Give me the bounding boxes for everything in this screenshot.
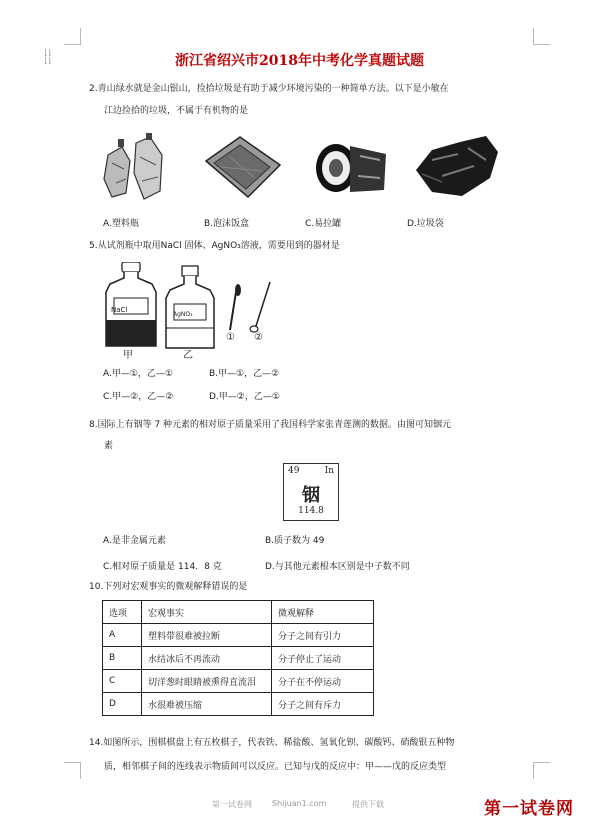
q8-option-a[interactable]: A.是非金属元素 <box>103 536 166 546</box>
table-cell: 塑料带很难被拉断 <box>142 624 272 647</box>
footer-right-text: 提供下载 <box>352 800 384 809</box>
table-row <box>103 693 374 716</box>
q8-option-b[interactable]: B.质子数为 49 <box>265 536 325 546</box>
page-corner-mark <box>533 762 550 779</box>
table-cell: 切洋葱时眼睛被熏得直流泪 <box>142 670 272 693</box>
bottle-yi-name: 乙 <box>183 350 193 361</box>
question-2-line-2: 江边捡拾的垃圾，不属于有机物的是 <box>104 106 249 116</box>
footer-left-text: 第一试卷网 <box>212 800 252 809</box>
element-atomic-number: 49 <box>288 466 300 476</box>
table-cell: 水结冰后不再流动 <box>142 647 272 670</box>
table-cell: A <box>103 624 142 647</box>
element-name: 铟 <box>302 485 320 506</box>
q8-option-c[interactable]: C.相对原子质量是 114．8 克 <box>103 562 222 572</box>
q2-option-d[interactable]: D.垃圾袋 <box>407 219 444 229</box>
page-title: 浙江省绍兴市2018年中考化学真题试题 <box>175 53 424 69</box>
page-corner-mark <box>64 762 81 779</box>
element-card-indium <box>283 463 339 521</box>
watermark-logo: 第一试卷网 <box>484 799 574 819</box>
cans-image <box>310 136 392 200</box>
q5-option-b[interactable]: B.甲—①，乙—② <box>209 369 280 379</box>
footer-site-link[interactable]: Shijuan1.com <box>272 799 327 808</box>
element-atomic-mass: 114.8 <box>298 506 324 516</box>
tool-2-label: ② <box>254 332 263 343</box>
q2-option-b[interactable]: B.泡沫饭盒 <box>204 219 250 229</box>
bottle-jia-name: 甲 <box>123 350 133 361</box>
tool-1-label: ① <box>226 332 235 343</box>
q8-option-d[interactable]: D.与其他元素根本区别是中子数不同 <box>265 562 410 572</box>
table-cell: 水很难被压缩 <box>142 693 272 716</box>
garbage-bag-image <box>412 130 500 200</box>
table-cell: B <box>103 647 142 670</box>
question-14-line-1: 14.如图所示，围棋棋盘上有五枚棋子，代表铁、稀盐酸、氢氧化钡、碳酸钙、硝酸银五种物 <box>89 738 455 748</box>
table-header-cell: 选项 <box>103 601 142 624</box>
q5-option-d[interactable]: D.甲—②，乙—① <box>209 392 280 402</box>
answer-table <box>102 600 374 716</box>
table-row <box>103 624 374 647</box>
table-cell: D <box>103 693 142 716</box>
question-5-line-1: 5.从试剂瓶中取用NaCl 固体、AgNO₃溶液，需要用到的器材是 <box>89 241 340 251</box>
question-10-line-1: 10.下列对宏观事实的微观解释错误的是 <box>89 582 248 592</box>
table-row <box>103 647 374 670</box>
plastic-bottles-image <box>100 133 170 205</box>
agno3-label: AgNO₃ <box>173 311 193 318</box>
q2-option-a[interactable]: A.塑料瓶 <box>103 219 139 229</box>
table-cell: 分子停止了运动 <box>272 647 374 670</box>
question-8-line-2: 素 <box>104 441 114 451</box>
q2-option-c[interactable]: C.易拉罐 <box>305 219 342 229</box>
question-2-line-1: 2.青山绿水就是金山银山，捡拾垃圾是有助于减少环境污染的一种简单方法。以下是小敏在 <box>89 84 449 94</box>
question-14-line-2: 质，相邻棋子间的连线表示物质间可以反应。已知与戊的反应中：甲——戊的反应类型 <box>104 762 447 772</box>
table-row <box>103 670 374 693</box>
foam-lunchbox-image <box>200 131 284 203</box>
page-corner-mark <box>64 28 81 45</box>
table-header-cell: 微观解释 <box>272 601 374 624</box>
element-symbol: In <box>324 466 334 476</box>
table-cell: C <box>103 670 142 693</box>
question-8-line-1: 8.国际上有铟等 7 种元素的相对原子质量采用了我国科学家张青莲测的数据。由图可知铟元 <box>89 420 452 430</box>
table-header-cell: 宏观事实 <box>142 601 272 624</box>
drag-handle-icon[interactable]: ⁞⁞ ⁞⁞ <box>44 48 53 67</box>
page-corner-mark <box>533 28 550 45</box>
reagent-bottles-diagram <box>100 262 290 358</box>
q5-option-c[interactable]: C.甲—②，乙—② <box>103 392 174 402</box>
nacl-label: NaCl <box>111 306 128 314</box>
table-cell: 分子在不停运动 <box>272 670 374 693</box>
q5-option-a[interactable]: A.甲—①，乙—① <box>103 369 173 379</box>
table-cell: 分子之间有斥力 <box>272 693 374 716</box>
table-header-row <box>103 601 374 624</box>
table-cell: 分子之间有引力 <box>272 624 374 647</box>
